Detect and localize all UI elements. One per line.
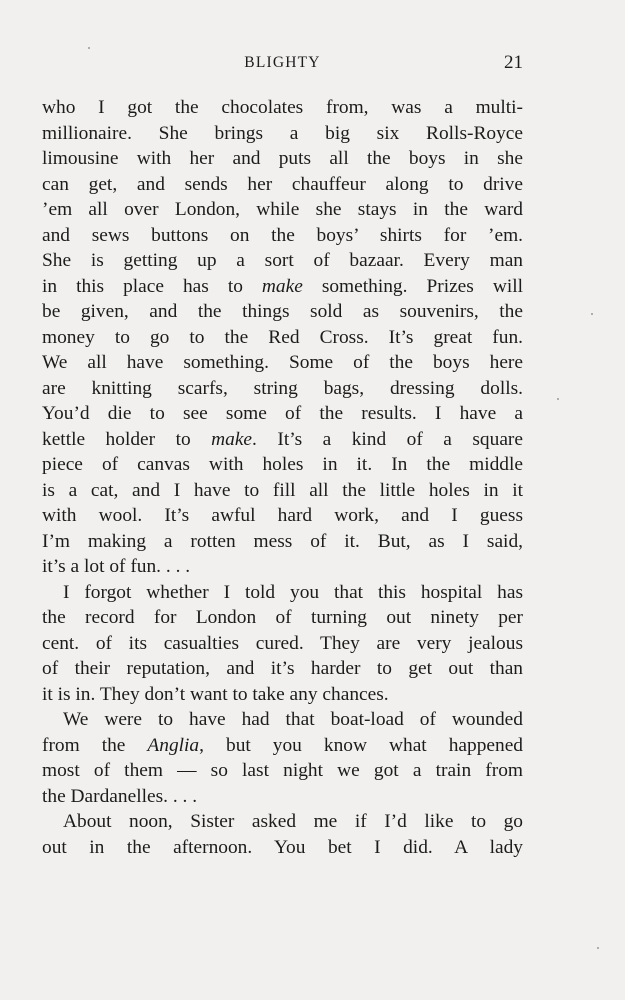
text-line: ’em all over London, while she stays in the ward — [42, 199, 523, 220]
text-line: most of them — so last night we got a train from — [42, 760, 523, 781]
paper-speck — [597, 947, 599, 949]
text-line: with wool. It’s awful hard work, and I guess — [42, 505, 523, 526]
paper-speck — [591, 313, 593, 315]
paper-speck — [88, 47, 90, 49]
text-line: is a cat, and I have to fill all the little holes in it — [42, 479, 523, 501]
text-line: it’s a lot of fun. . . . — [42, 556, 191, 577]
text-line: limousine with her and puts all the boys in she — [42, 148, 523, 169]
text-line: and sews buttons on the boys’ shirts for ’em. — [42, 224, 523, 246]
text-line: of their reputation, and it’s harder to get out than — [42, 658, 523, 679]
text-line: out in the afternoon. You bet I did. A lady — [42, 836, 523, 858]
text-line: cent. of its casualties cured. They are very jealous — [42, 632, 523, 654]
text-line: can get, and sends her chauffeur along to drive — [42, 173, 523, 195]
text-line: We all have something. Some of the boys here — [42, 352, 523, 373]
text-line: money to go to the Red Cross. It’s great fun. — [42, 326, 523, 348]
running-head: BLIGHTY — [244, 54, 321, 71]
text-line: it is in. They don’t want to take any chances. — [42, 683, 389, 705]
paper-speck — [557, 398, 559, 400]
text-line: I forgot whether I told you that this hospital has — [63, 581, 523, 603]
text-line: are knitting scarfs, string bags, dressing dolls. — [42, 377, 523, 399]
text-line: the record for London of turning out ninety per — [42, 607, 523, 628]
text-line: We were to have had that boat-load of wounded — [63, 709, 523, 730]
text-line: millionaire. She brings a big six Rolls-Royce — [42, 122, 523, 144]
page-number: 21 — [504, 52, 523, 73]
text-line: from the Anglia, but you know what happened — [42, 734, 524, 756]
text-line: She is getting up a sort of bazaar. Every man — [42, 250, 523, 271]
page-header — [42, 52, 523, 78]
text-line: be given, and the things sold as souvenirs, the — [42, 301, 523, 322]
text-line: piece of canvas with holes in it. In the middle — [42, 454, 523, 475]
body-text — [42, 95, 523, 860]
text-line: You’d die to see some of the results. I have a — [42, 403, 523, 424]
text-line: in this place has to make something. Prizes will — [42, 275, 523, 297]
text-line: who I got the chocolates from, was a multi- — [42, 97, 523, 118]
text-line: the Dardanelles. . . . — [42, 785, 198, 807]
text-line: About noon, Sister asked me if I’d like to go — [63, 811, 523, 832]
text-line: kettle holder to make. It’s a kind of a square — [42, 428, 523, 450]
text-line: I’m making a rotten mess of it. But, as I said, — [42, 530, 523, 552]
